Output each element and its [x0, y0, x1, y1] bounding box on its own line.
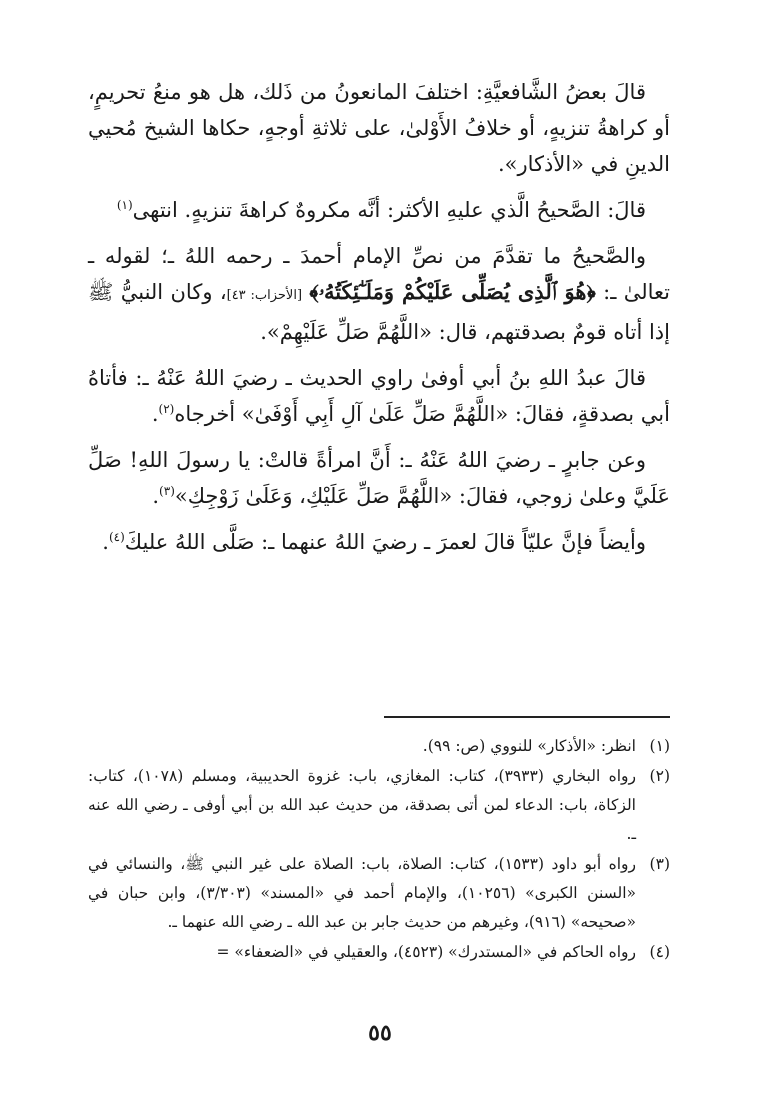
footnote-text: رواه أبو داود (١٥٣٣)، كتاب: الصلاة، باب: الصلاة على غير النبي ﷺ، والنسائي في «السنن الكبرى» (١٠٢٥٦)، والإمام أحمد في «المسند» (٣/٣٠٣)، وابن حبان في «صحيحه» (٩١٦)، وغيرهم من حديث جابر بن عبد الله ـ رضي الله عنهما ـ.	[88, 855, 636, 931]
footnote-number: (٤)	[649, 943, 670, 961]
footnote-3	[88, 850, 670, 937]
paragraph-4: قالَ عبدُ اللهِ بنُ أبي أوفىٰ راوي الحديث ـ رضيَ اللهُ عَنْهُ ـ: فأتاهُ أبي بصدقةٍ، فقالَ: «اللَّهُمَّ صَلِّ عَلَىٰ آلِ أَبِي أَوْفَىٰ» أخرجاه$^{(٢)}$.	[88, 366, 670, 426]
main-text	[88, 74, 670, 570]
footnote-number: (١)	[649, 737, 670, 755]
paragraph-2: قالَ: الصَّحيحُ الَّذي عليهِ الأكثر: أنَّه مكروهٌ كراهةَ تنزيهٍ. انتهى$^{(١)}$	[116, 198, 646, 222]
footnote-4	[88, 938, 670, 967]
page-number: ٥٥	[368, 1020, 392, 1046]
footnote-ref-4: (٤)	[108, 530, 125, 544]
paragraph-6: وأيضاً فإنَّ عليّاً قالَ لعمرَ ـ رضيَ اللهُ عنهما ـ: صَلَّى اللهُ عليكَ$^{(٤)}$.	[102, 530, 646, 554]
paragraph-1: قالَ بعضُ الشَّافعيَّةِ: اختلفَ المانعونُ من ذَلك، هل هو منعُ تحريمٍ، أو كراهةُ تنزيهٍ، أو خلافُ الأَوْلىٰ، على ثلاثةِ أوجهٍ، حكاها الشيخ مُحيي الدينِ في «الأذكار».	[88, 80, 670, 176]
quran-verse: ﴿هُوَ ٱلَّذِى يُصَلِّى عَلَيْكُمْ وَمَلَـٰٓئِكَتُهُۥ﴾	[309, 279, 596, 304]
footnotes	[88, 700, 670, 968]
footnote-divider	[384, 716, 670, 718]
quran-reference: [الأحزاب: ٤٣]	[226, 288, 303, 303]
paragraph-3: والصَّحيحُ ما تقدَّمَ من نصِّ الإمام أحمدَ ـ رحمه اللهُ ـ؛ لقوله ـ تعالىٰ ـ: ﴿هُوَ ٱلَّذِى يُصَلِّى عَلَيْكُمْ وَمَلَـٰٓئِكَتُهُۥ﴾ [الأحزاب: ٤٣]، وكان النبيُّ ﷺ إذا أتاه قومٌ بصدقتهم، قال: «اللَّهُمَّ صَلِّ عَلَيْهِمْ».	[88, 244, 670, 344]
footnote-ref-3: (٣)	[159, 484, 175, 498]
footnote-text: رواه الحاكم في «المستدرك» (٤٥٢٣)، والعقيلي في «الضعفاء» =	[216, 943, 636, 961]
footnote-ref-1: (١)	[116, 198, 133, 212]
footnote-1	[88, 732, 670, 761]
footnote-number: (٢)	[649, 767, 670, 785]
footnote-number: (٣)	[649, 855, 670, 873]
footnote-2	[88, 762, 670, 849]
footnote-ref-2: (٢)	[158, 402, 175, 416]
footnote-text: رواه البخاري (٣٩٣٣)، كتاب: المغازي، باب: غزوة الحديبية، ومسلم (١٠٧٨)، كتاب: الزكاة، باب: الدعاء لمن أتى بصدقة، من حديث عبد الله بن أبي أوفى ـ رضي الله عنه ـ.	[88, 767, 636, 843]
footnote-text: انظر: «الأذكار» للنووي (ص: ٩٩).	[422, 737, 636, 755]
paragraph-5: وعن جابرٍ ـ رضيَ اللهُ عَنْهُ ـ: أَنَّ امرأةً قالتْ: يا رسولَ اللهِ! صَلِّ عَلَيَّ وعلىٰ زوجي، فقالَ: «اللَّهُمَّ صَلِّ عَلَيْكِ، وَعَلَىٰ زَوْجِكِ»$^{(٣)}$.	[88, 448, 670, 508]
